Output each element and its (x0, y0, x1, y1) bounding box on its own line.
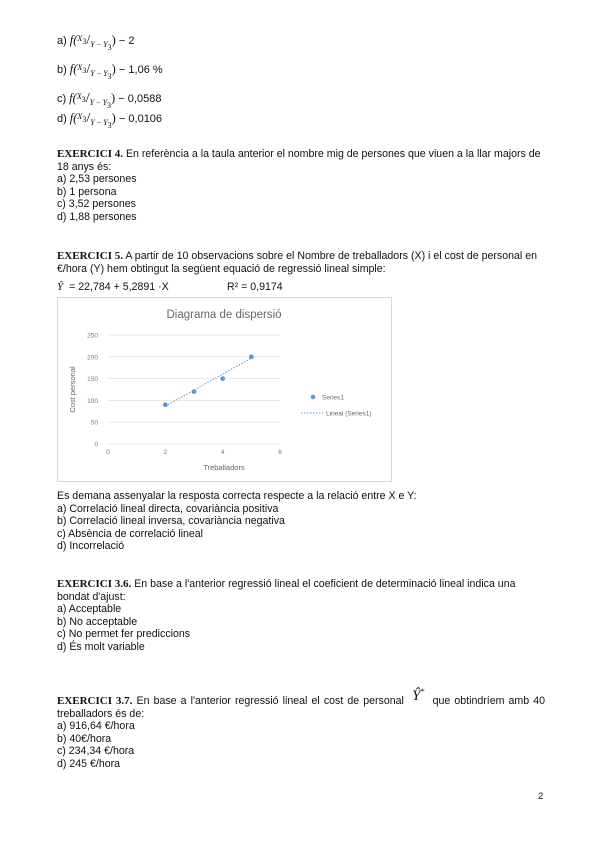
formula-f: f( (69, 91, 77, 105)
formula-option-b (57, 62, 163, 81)
formula-x-sub: 3 (81, 95, 86, 104)
formula-value: − 2 (118, 35, 135, 47)
exercise-5-question-text: Es demana assenyalar la resposta correcta respecte a la relació entre X e Y: (57, 490, 417, 502)
exercise-3-7-title: EXERCICI 3.7. (57, 695, 133, 707)
exercise-4-text: En referència a la taula anterior el nombre mig de persones que viuen a la llar majors de 18 anys és: (57, 148, 541, 173)
formula-minus: − (94, 118, 104, 127)
formula-minus: − (94, 98, 103, 107)
data-point (192, 389, 197, 394)
exercise-4 (57, 148, 545, 224)
exercise-4-option-c: c) 3,52 persones (57, 198, 136, 211)
formula-value: − 0,0588 (118, 93, 162, 105)
formula-close: ) (111, 33, 116, 47)
exercise-3-7-option-d: d) 245 €/hora (57, 757, 121, 770)
formula-minus: − (94, 40, 104, 49)
exercise-5-title: EXERCICI 5. (57, 250, 124, 262)
formula-close: ) (111, 111, 116, 125)
exercise-3-6 (57, 578, 545, 654)
formula-y: Y (89, 98, 95, 107)
formula-option-c (57, 91, 162, 110)
exercise-3-7-text-before: En base a l'anterior regressió lineal el cost de personal (132, 695, 404, 707)
exercise-3-7-option-a: a) 916,64 €/hora (57, 720, 135, 733)
formula-option-a (57, 33, 135, 52)
y-tick-label: 150 (87, 376, 98, 384)
formula-y: Y (90, 69, 95, 78)
formula-slash: / (86, 33, 91, 48)
formula-x-sub: 3 (82, 37, 87, 46)
exercise-3-7-option-b: b) 40€/hora (57, 732, 112, 745)
formula-slash: / (86, 62, 91, 77)
page-number: 2 (538, 791, 544, 802)
legend-marker (311, 395, 316, 400)
exercise-3-6-text: En base a l'anterior regressió lineal el coeficient de determinació lineal indica una bondat d'ajust: (57, 578, 516, 603)
formula-ys: Y (103, 40, 108, 49)
formula-y: Y (90, 118, 95, 127)
formula-x-sub: 3 (82, 66, 87, 75)
exercise-4-title: EXERCICI 4. (57, 148, 124, 160)
exercise-5-option-b: b) Correlació lineal inversa, covariància negativa (57, 515, 285, 528)
exercise-3-6-option-c: c) No permet fer prediccions (57, 628, 191, 641)
formula-value: − 1,06 % (118, 64, 163, 76)
x-tick-label: 0 (106, 449, 110, 456)
y-hat-star-symbol (412, 688, 424, 704)
r-squared: R² = 0,9174 (227, 281, 283, 293)
formula-close: ) (111, 91, 116, 105)
formula-option-d (57, 111, 163, 130)
exercise-5-text: A partir de 10 observacions sobre el Nombre de treballadors (X) i el cost de personal en €/hora (Y) hem obtingut la següent equació de regressió lineal simple: (57, 250, 537, 275)
y-hat-symbol-2: Ŷ (412, 688, 421, 704)
exercise-5-option-c: c) Absència de correlació lineal (57, 527, 204, 540)
exercise-3-7 (57, 687, 545, 771)
x-axis-label: Treballadors (203, 463, 245, 472)
exercise-3-7-text-after: que obtindríem amb 40 treballadors és de: (57, 695, 545, 720)
exercise-3-7-option-c: c) 234,34 €/hora (57, 745, 135, 758)
formula-close: ) (111, 62, 116, 76)
formula-label: a) (57, 35, 67, 47)
formula-x: X (77, 112, 83, 121)
formula-x: X (77, 63, 83, 72)
chart-title: Diagrama de dispersió (166, 309, 282, 321)
formula-y: Y (90, 40, 95, 49)
y-tick-label: 50 (90, 419, 98, 427)
exercise-3-6-option-d: d) És molt variable (57, 640, 145, 653)
formula-f: f( (69, 33, 78, 47)
formula-ys-sub: 3 (107, 121, 112, 130)
formula-ys: Y (103, 69, 108, 78)
exercise-5-option-a: a) Correlació lineal directa, covariància positiva (57, 502, 279, 515)
formula-ys: Y (103, 118, 108, 127)
x-tick-label: 4 (220, 449, 225, 456)
formula-ys: Y (102, 98, 108, 107)
scatter-chart-svg (58, 298, 391, 481)
exercise-3-6-option-b: b) No acceptable (57, 615, 138, 628)
y-tick-label: 200 (87, 354, 98, 362)
exercise-5-question (57, 490, 545, 553)
exercise-4-option-b: b) 1 persona (57, 185, 117, 198)
formula-x-sub: 3 (82, 115, 87, 124)
y-hat-star: * (420, 687, 425, 696)
formula-slash: / (86, 111, 91, 126)
y-tick-label: 250 (87, 332, 98, 340)
formula-value: − 0,0106 (118, 113, 163, 125)
formula-x: X (77, 34, 83, 43)
formula-slash: / (85, 91, 90, 106)
formula-ys-sub: 3 (107, 43, 112, 52)
exercise-3-6-option-a: a) Acceptable (57, 603, 122, 616)
formula-f: f( (69, 111, 78, 125)
formula-ys-sub: 3 (107, 72, 112, 81)
x-tick-label: 2 (163, 449, 168, 456)
formula-x: X (76, 92, 82, 101)
equation-text: = 22,784 + 5,2891 ·X (69, 281, 169, 293)
data-point (249, 354, 254, 359)
y-tick-label: 0 (94, 441, 98, 449)
y-tick-label: 100 (87, 397, 98, 405)
exercise-5-option-d: d) Incorrelació (57, 540, 125, 553)
legend-trendline-label: Lineal (Series1) (326, 410, 372, 418)
exercise-4-option-a: a) 2,53 persones (57, 173, 137, 186)
y-axis-label: Cost personal (68, 366, 77, 413)
trendline (165, 358, 251, 406)
legend-series-label: Series1 (322, 394, 345, 402)
formula-label: c) (57, 93, 67, 105)
exercise-4-option-d: d) 1,88 persones (57, 210, 137, 223)
formula-minus: − (94, 69, 104, 78)
formula-label: d) (57, 113, 67, 125)
y-hat-symbol: Ŷ (57, 281, 64, 293)
data-point (220, 376, 225, 381)
formula-f: f( (69, 62, 78, 76)
formula-ys-sub: 3 (107, 101, 112, 110)
formula-label: b) (57, 64, 67, 76)
data-point (163, 402, 168, 407)
scatter-chart (57, 297, 392, 482)
regression-equation (57, 281, 283, 293)
x-tick-label: 6 (278, 449, 282, 456)
exercise-3-6-title: EXERCICI 3.6. (57, 578, 132, 590)
exercise-5 (57, 250, 545, 275)
